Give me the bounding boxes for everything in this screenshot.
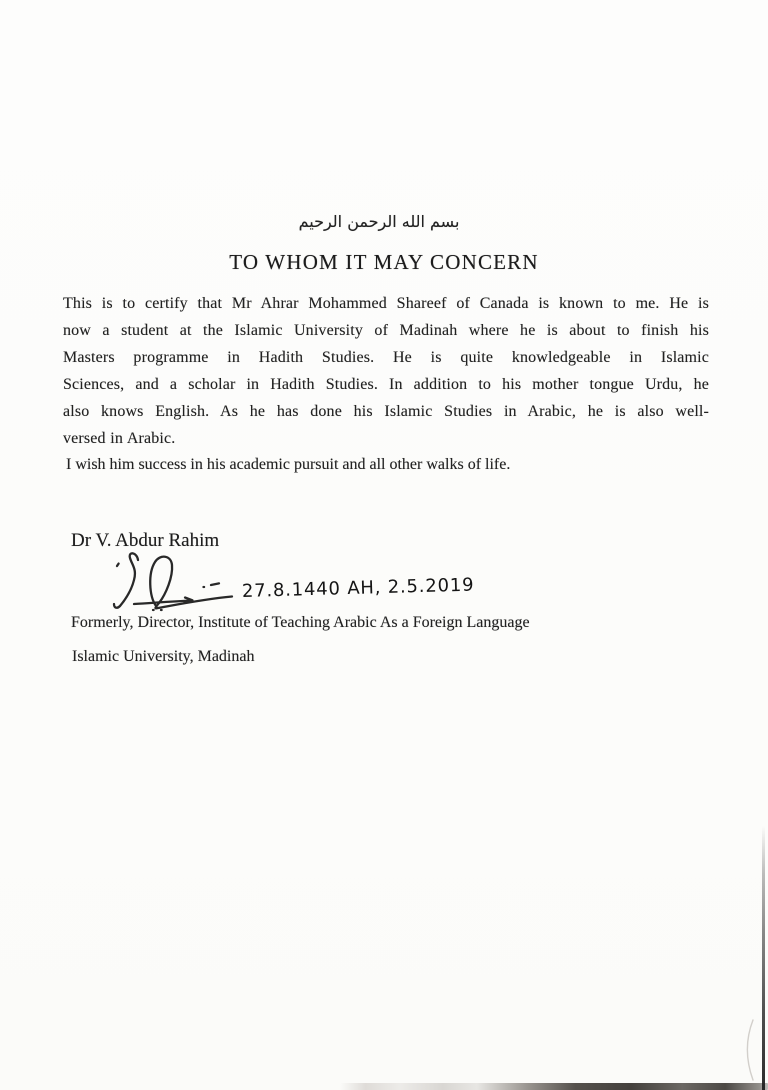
body-line: Masters programme in Hadith Studies. He is quite knowledgeable in Islamic xyxy=(63,349,709,366)
letter-body xyxy=(63,290,709,452)
handwritten-date: 27.8.1440 AH, 2.5.2019 xyxy=(241,574,475,602)
closing-line: I wish him success in his academic pursuit and all other walks of life. xyxy=(66,456,511,473)
signatory-title-line-2: Islamic University, Madinah xyxy=(72,648,255,665)
signatory-name: Dr V. Abdur Rahim xyxy=(71,530,220,551)
bismillah-text: بسم الله الرحمن الرحيم xyxy=(298,212,460,231)
handwritten-signature xyxy=(104,548,254,618)
scan-crease-mark xyxy=(744,1018,756,1082)
body-line: This is to certify that Mr Ahrar Mohammed Shareef of Canada is known to me. He is xyxy=(63,295,709,312)
body-line: versed in Arabic. xyxy=(63,430,176,447)
body-line: also knows English. As he has done his Islamic Studies in Arabic, he is also well- xyxy=(63,403,709,420)
signatory-title-line-1: Formerly, Director, Institute of Teaching Arabic As a Foreign Language xyxy=(71,614,530,631)
body-line: Sciences, and a scholar in Hadith Studies. In addition to his mother tongue Urdu, he xyxy=(63,376,709,393)
scan-shadow-right-edge xyxy=(762,826,765,1090)
scan-shadow-bottom-edge xyxy=(340,1083,768,1090)
body-line: now a student at the Islamic University of Madinah where he is about to finish his xyxy=(63,322,709,339)
letter-title: TO WHOM IT MAY CONCERN xyxy=(229,250,539,274)
